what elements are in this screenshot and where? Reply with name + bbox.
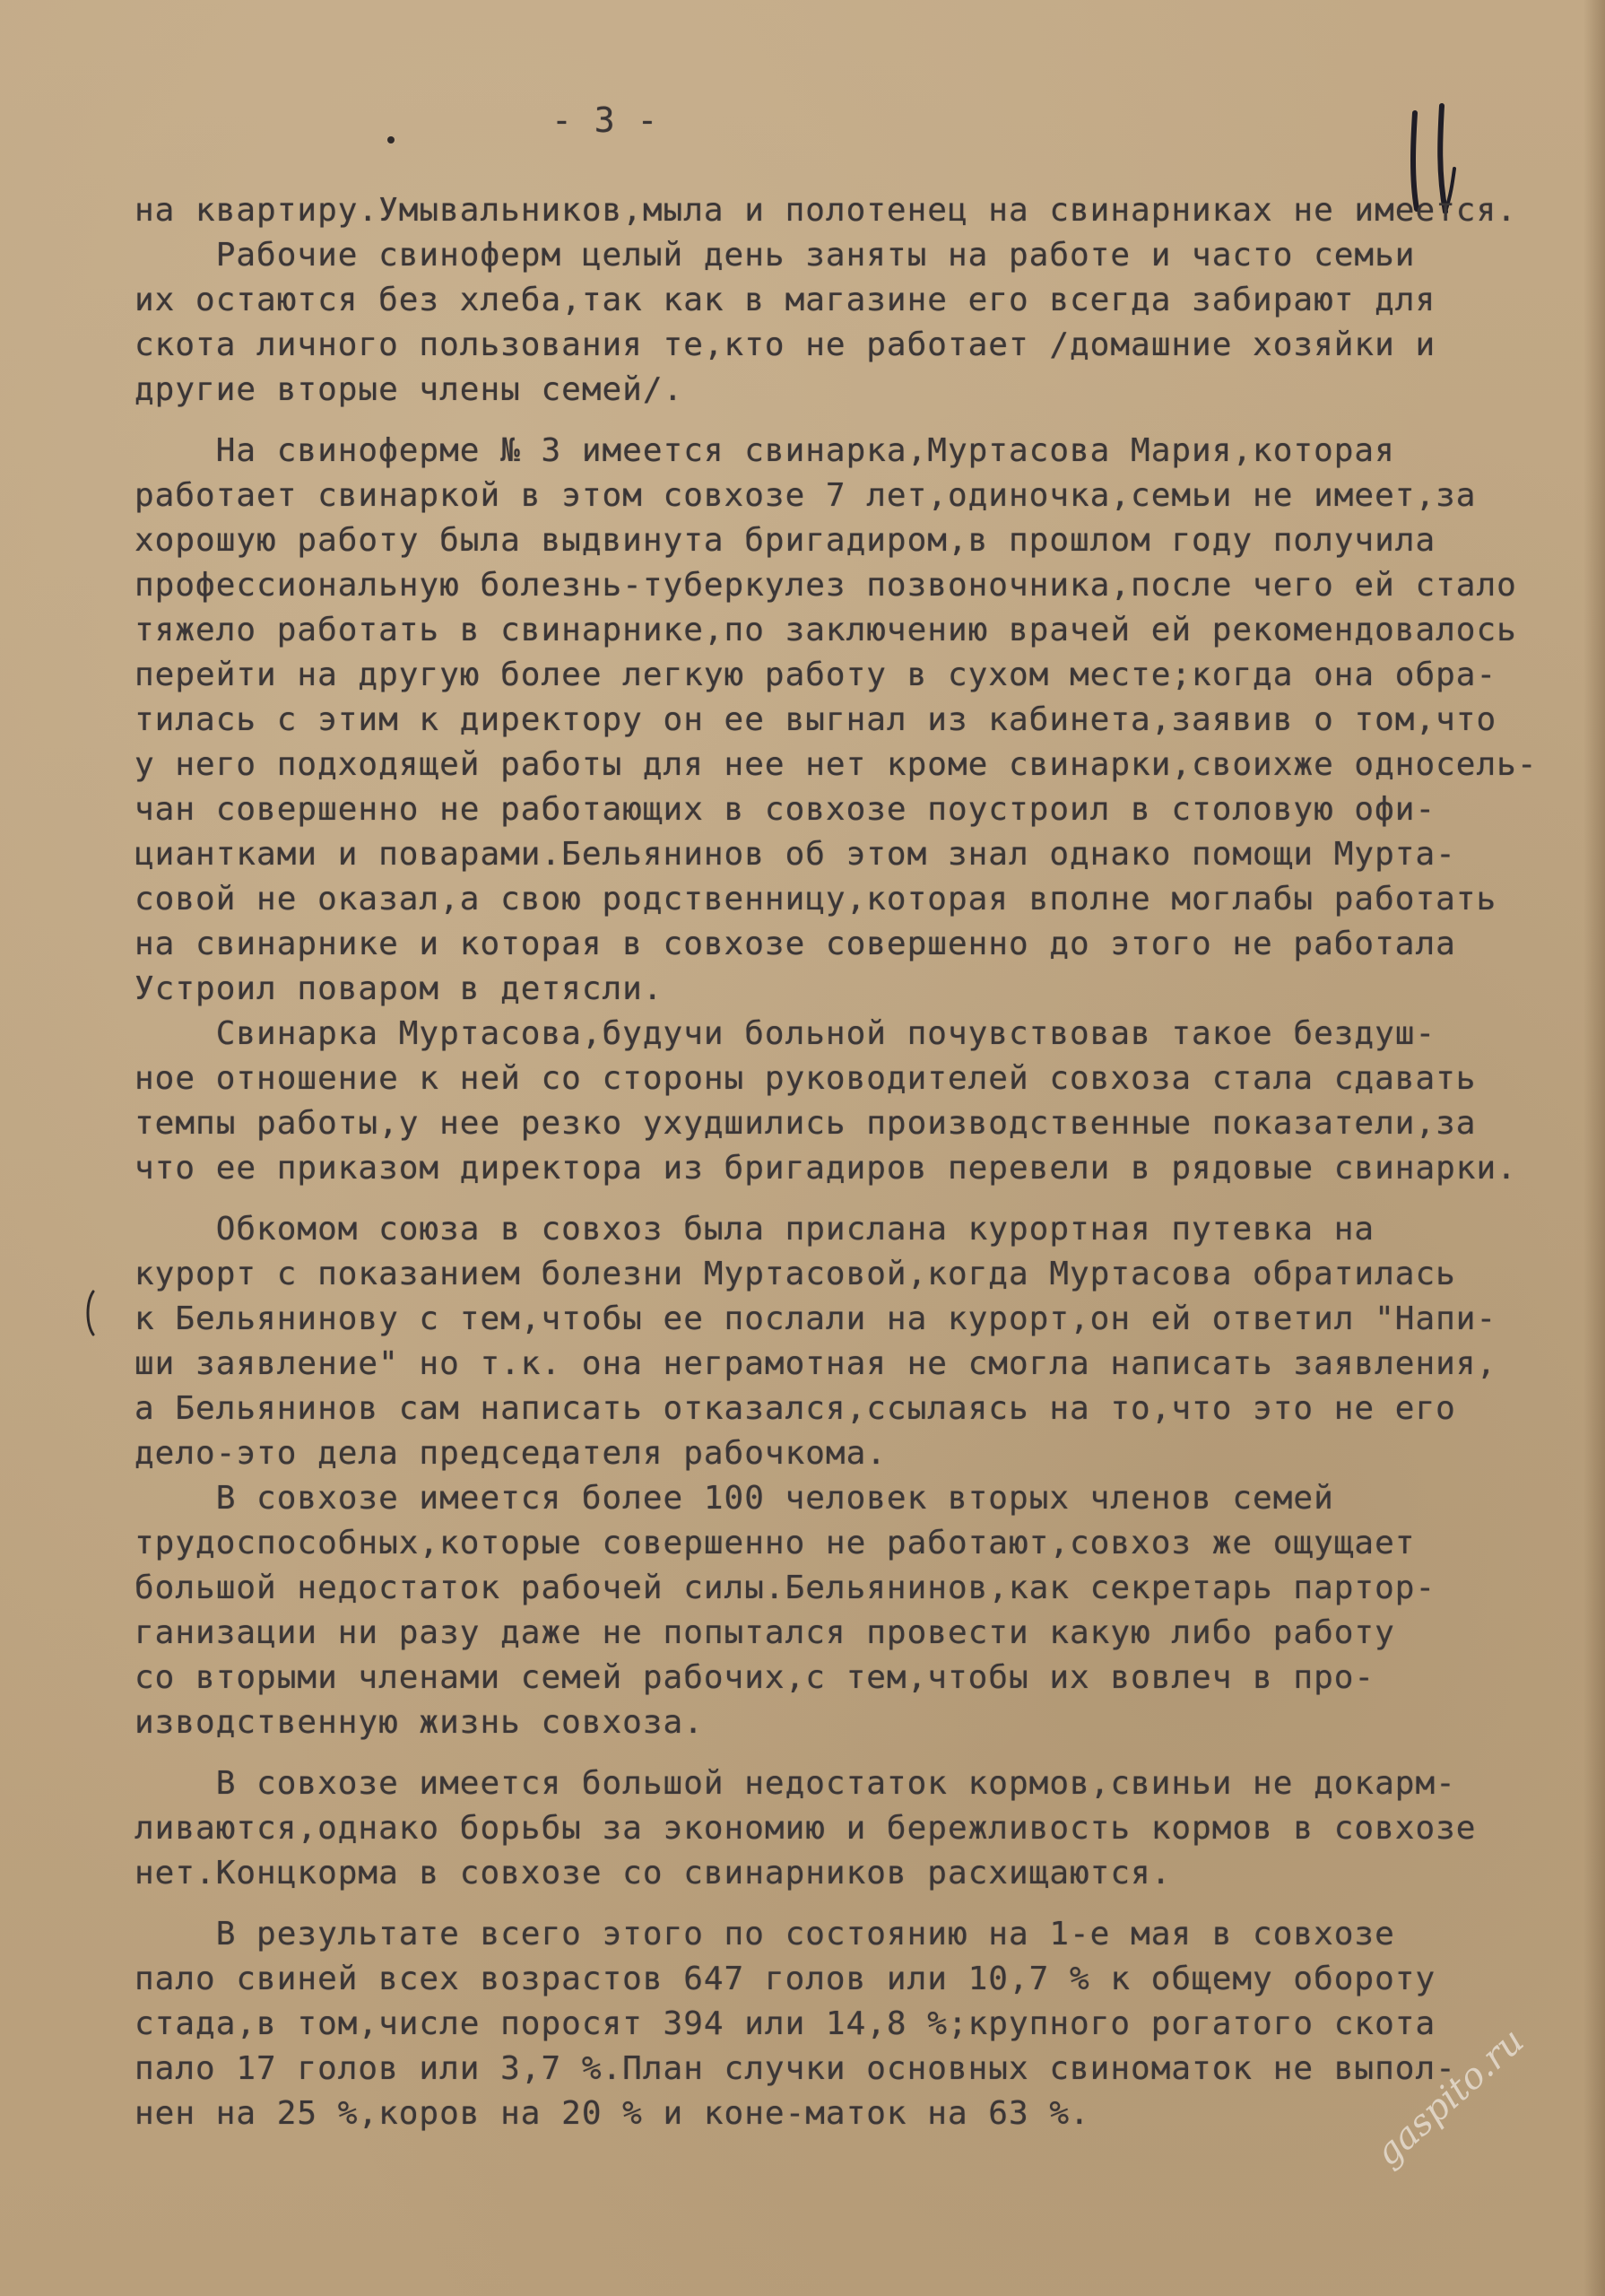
text-line: пало свиней всех возрастов 647 голов или 10,7 % к общему обороту (134, 1961, 1436, 1997)
text-line: к Бельянинову с тем,чтобы ее послали на курорт,он ей ответил "Напи- (134, 1300, 1497, 1337)
text-line: профессиональную болезнь-туберкулез позвоночника,после чего ей стало (134, 567, 1517, 604)
ink-dot (387, 136, 395, 144)
text-line: трудоспособных,которые совершенно не работают,совхоз же ощущает (134, 1525, 1416, 1561)
page-edge-shadow (1583, 0, 1605, 2296)
text-line: хорошую работу была выдвинута бригадиром,в прошлом году получила (134, 522, 1436, 559)
text-line: ное отношение к ней со стороны руководителей совхоза стала сдавать (134, 1060, 1477, 1097)
text-line: В совхозе имеется более 100 человек вторых членов семей (134, 1480, 1334, 1517)
text-line: В результате всего этого по состоянию на 1-е мая в совхозе (134, 1916, 1395, 1952)
text-line: Свинарка Муртасова,будучи больной почувствовав такое бездуш- (134, 1015, 1436, 1052)
typed-text-body (134, 188, 1538, 2136)
paragraph-gap (134, 1191, 1533, 1207)
paragraph-gap (134, 1896, 1533, 1912)
text-line: В совхозе имеется большой недостаток кормов,свиньи не докарм- (134, 1765, 1456, 1802)
text-line: ши заявление" но т.к. она неграмотная не смогла написать заявления, (134, 1345, 1497, 1382)
text-line: их остаются без хлеба,так как в магазине его всегда забирают для (134, 282, 1436, 318)
text-line: тилась с этим к директору он ее выгнал из кабинета,заявив о том,что (134, 701, 1497, 738)
text-line: на квартиру.Умывальников,мыла и полотенец на свинарниках не имеется. (134, 192, 1517, 229)
text-line: большой недостаток рабочей силы.Бельянинов,как секретарь партор- (134, 1570, 1436, 1606)
text-line: изводственную жизнь совхоза. (134, 1704, 704, 1741)
text-line: стада,в том,числе поросят 394 или 14,8 %;крупного рогатого скота (134, 2005, 1436, 2042)
text-line: со вторыми членами семей рабочих,с тем,чтобы их вовлеч в про- (134, 1659, 1375, 1696)
text-line: что ее приказом директора из бригадиров перевели в рядовые свинарки. (134, 1150, 1517, 1187)
paragraph-gap (134, 413, 1533, 429)
watermark-text: gaspito.ru (1367, 2020, 1532, 2175)
page-number: - 3 - (551, 100, 659, 140)
text-line: Обкомом союза в совхоз была прислана курортная путевка на (134, 1211, 1375, 1248)
text-line: дело-это дела председателя рабочкома. (134, 1435, 887, 1472)
text-line: тяжело работать в свинарнике,по заключению врачей ей рекомендовалось (134, 612, 1517, 648)
text-line: на свинарнике и которая в совхозе совершенно до этого не работала (134, 926, 1456, 962)
text-line: темпы работы,у нее резко ухудшились производственные показатели,за (134, 1105, 1477, 1142)
text-line: ливаются,однако борьбы за экономию и бережливость кормов в совхозе (134, 1810, 1477, 1847)
text-line: ганизации ни разу даже не попытался провести какую либо работу (134, 1614, 1395, 1651)
text-line: циантками и поварами.Бельянинов об этом знал однако помощи Мурта- (134, 836, 1456, 873)
text-line: Рабочие свинοферм целый день заняты на работе и часто семьи (134, 237, 1416, 274)
margin-bracket-mark (82, 1290, 97, 1336)
text-line: нен на 25 %,коров на 20 % и коне-маток на 63 %. (134, 2095, 1090, 2132)
text-line: перейти на другую более легкую работу в сухом месте;когда она обра- (134, 657, 1497, 693)
text-line: Устроил поваром в детясли. (134, 970, 664, 1007)
archive-folio-text: 11 (1399, 97, 1400, 98)
text-line: На свиноферме № 3 имеется свинарка,Муртасова Мария,которая (134, 432, 1395, 469)
text-line: скота личного пользования те,кто не работает /домашние хозяйки и (134, 326, 1436, 363)
text-line: пало 17 голов или 3,7 %.План случки основных свиноматок не выпол- (134, 2050, 1456, 2087)
text-line: другие вторые члены семей/. (134, 371, 684, 408)
text-line: чан совершенно не работающих в совхозе поустроил в столовую офи- (134, 791, 1436, 828)
text-line: у него подходящей работы для нее нет кроме свинарки,своихже односель- (134, 746, 1538, 783)
text-line: нет.Концкорма в совхозе со свинарников расхищаются. (134, 1855, 1172, 1892)
text-line: совой не оказал,а свою родственницу,которая вполне моглабы работать (134, 881, 1497, 918)
text-line: а Бельянинов сам написать отказался,ссылаясь на то,что это не его (134, 1390, 1456, 1427)
text-line: курорт с показанием болезни Муртасовой,когда Муртасова обратилась (134, 1256, 1456, 1292)
paragraph-gap (134, 1745, 1533, 1761)
text-line: работает свинаркой в этом совхозе 7 лет,одиночка,семьи не имеет,за (134, 477, 1477, 514)
